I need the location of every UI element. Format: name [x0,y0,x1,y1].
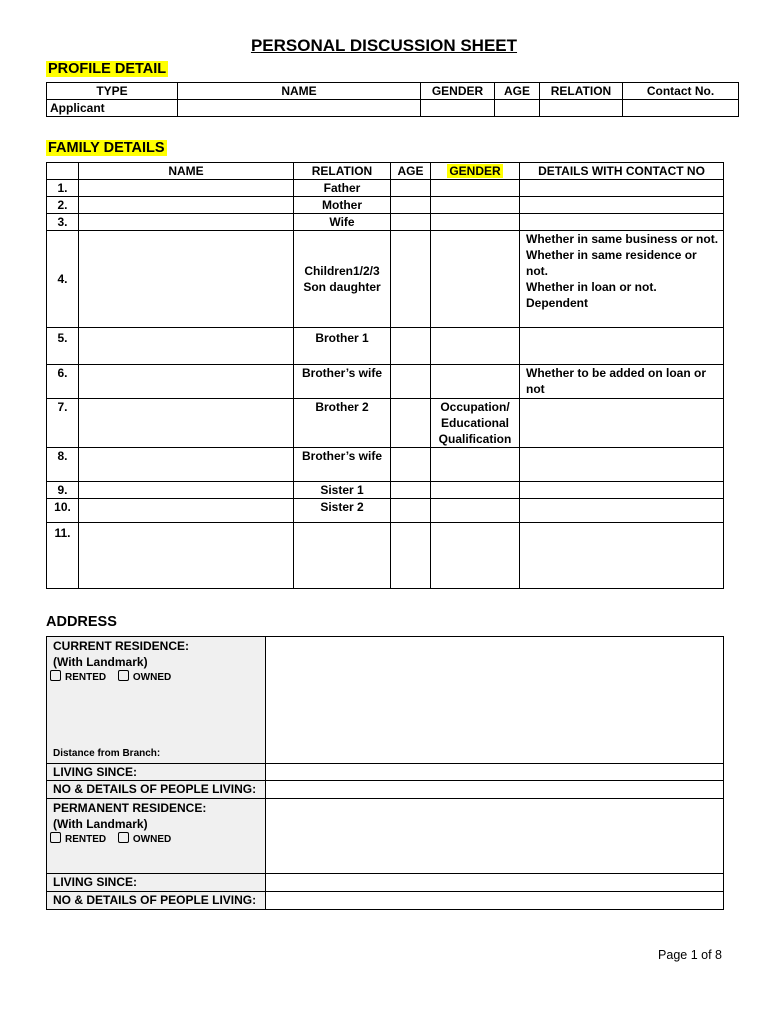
details-cell[interactable] [520,399,724,448]
row-number: 2. [47,197,79,214]
gender-cell[interactable] [431,499,520,523]
profile-heading-text: PROFILE DETAIL [48,61,167,77]
page-title: PERSONAL DISCUSSION SHEET [250,36,518,55]
family-row [47,482,724,499]
details-cell: Whether in same business or not. Whether in same residence or not. Whether in loan or not. Dependent [520,231,724,328]
name-cell[interactable] [79,482,294,499]
current-owned-option[interactable] [117,670,171,686]
family-header-num [47,163,79,180]
current-people-living-field[interactable] [266,781,724,799]
row-number: 4. [47,231,79,328]
details-cell[interactable] [520,180,724,197]
family-row [47,328,724,365]
row-number: 9. [47,482,79,499]
profile-age-field[interactable] [495,100,540,117]
age-cell[interactable] [391,399,431,448]
family-row [47,399,724,448]
current-residence-field[interactable] [266,637,724,764]
age-cell[interactable] [391,499,431,523]
profile-gender-field[interactable] [421,100,495,117]
profile-contact-field[interactable] [623,100,739,117]
name-cell[interactable] [79,180,294,197]
checkbox-icon[interactable] [50,832,61,843]
profile-header-relation: RELATION [540,83,623,100]
family-row [47,197,724,214]
gender-cell[interactable] [431,197,520,214]
name-cell[interactable] [79,365,294,399]
details-cell[interactable] [520,448,724,482]
name-cell[interactable] [79,399,294,448]
family-table [46,162,724,589]
relation-cell: Father [294,180,391,197]
permanent-residence-label-cell [47,799,266,874]
permanent-people-living-field[interactable] [266,892,724,910]
family-heading-text: FAMILY DETAILS [48,140,165,156]
permanent-landmark-label: (With Landmark) [53,817,148,831]
age-cell[interactable] [391,523,431,589]
name-cell[interactable] [79,523,294,589]
gender-cell[interactable] [431,482,520,499]
details-cell[interactable] [520,482,724,499]
row-number: 6. [47,365,79,399]
gender-cell[interactable] [431,231,520,328]
permanent-residence-field[interactable] [266,799,724,874]
gender-cell[interactable] [431,523,520,589]
profile-table [46,82,739,117]
checkbox-icon[interactable] [118,832,129,843]
age-cell[interactable] [391,365,431,399]
gender-cell[interactable] [431,365,520,399]
family-row [47,214,724,231]
gender-cell[interactable] [431,180,520,197]
details-cell[interactable] [520,499,724,523]
age-cell[interactable] [391,214,431,231]
age-cell[interactable] [391,231,431,328]
relation-cell: Children1/2/3 Son daughter [294,231,391,328]
age-cell[interactable] [391,180,431,197]
family-header-name: NAME [79,163,294,180]
details-cell[interactable] [520,328,724,365]
profile-header-name: NAME [178,83,421,100]
page-number: Page 1 of 8 [658,948,722,962]
profile-header-contact: Contact No. [623,83,739,100]
rented-label: RENTED [65,672,107,683]
row-number: 1. [47,180,79,197]
family-header-relation: RELATION [294,163,391,180]
row-number: 7. [47,399,79,448]
family-header-details: DETAILS WITH CONTACT NO [520,163,724,180]
age-cell[interactable] [391,328,431,365]
permanent-rented-option[interactable] [49,832,106,848]
profile-name-field[interactable] [178,100,421,117]
age-cell[interactable] [391,197,431,214]
current-people-living-label: NO & DETAILS OF PEOPLE LIVING: [47,781,266,799]
row-number: 10. [47,499,79,523]
address-section-heading: ADDRESS [46,614,117,630]
details-cell[interactable] [520,214,724,231]
name-cell[interactable] [79,328,294,365]
family-row [47,180,724,197]
owned-label: OWNED [132,672,172,683]
age-cell[interactable] [391,482,431,499]
family-row [47,365,724,399]
details-cell: Whether to be added on loan or not [520,365,724,399]
name-cell[interactable] [79,197,294,214]
details-cell[interactable] [520,523,724,589]
profile-section-heading [46,61,168,77]
permanent-people-living-label: NO & DETAILS OF PEOPLE LIVING: [47,892,266,910]
distance-from-branch-label: Distance from Branch: [53,748,161,759]
family-header-age: AGE [391,163,431,180]
relation-cell: Brother’s wife [294,448,391,482]
owned-label: OWNED [132,834,172,845]
permanent-living-since-field[interactable] [266,874,724,892]
age-cell[interactable] [391,448,431,482]
checkbox-icon[interactable] [118,670,129,681]
relation-cell: Brother 2 [294,399,391,448]
current-residence-label-cell [47,637,266,764]
relation-cell: Brother’s wife [294,365,391,399]
current-living-since-field[interactable] [266,764,724,781]
relation-cell[interactable] [294,523,391,589]
relation-cell: Wife [294,214,391,231]
profile-header-type: TYPE [47,83,178,100]
name-cell[interactable] [79,214,294,231]
relation-cell: Brother 1 [294,328,391,365]
family-row [47,231,724,328]
row-number: 3. [47,214,79,231]
gender-cell[interactable] [431,214,520,231]
profile-applicant-label: Applicant [47,100,178,117]
rented-label: RENTED [65,834,107,845]
family-row [47,499,724,523]
relation-cell: Mother [294,197,391,214]
family-row [47,448,724,482]
profile-relation-field[interactable] [540,100,623,117]
family-header-gender [431,163,520,180]
gender-cell[interactable] [431,328,520,365]
profile-header-gender: GENDER [421,83,495,100]
row-number: 8. [47,448,79,482]
permanent-residence-label: PERMANENT RESIDENCE: [53,801,207,815]
relation-cell: Sister 1 [294,482,391,499]
permanent-owned-option[interactable] [117,832,171,848]
gender-header-text: GENDER [449,164,501,178]
profile-header-age: AGE [495,83,540,100]
relation-cell: Sister 2 [294,499,391,523]
name-cell[interactable] [79,231,294,328]
row-number: 5. [47,328,79,365]
permanent-living-since-label: LIVING SINCE: [47,874,266,892]
family-section-heading [46,140,167,156]
name-cell[interactable] [79,448,294,482]
current-ownership-options [49,670,262,686]
family-row [47,523,724,589]
current-living-since-label: LIVING SINCE: [47,764,266,781]
details-cell[interactable] [520,197,724,214]
address-table [46,636,724,910]
current-rented-option[interactable] [49,670,106,686]
name-cell[interactable] [79,499,294,523]
gender-cell: Occupation/ Educational Qualification [431,399,520,448]
current-residence-label: CURRENT RESIDENCE: [53,639,190,653]
row-number: 11. [47,523,79,589]
checkbox-icon[interactable] [50,670,61,681]
gender-cell[interactable] [431,448,520,482]
current-landmark-label: (With Landmark) [53,655,148,669]
permanent-ownership-options [49,832,262,848]
